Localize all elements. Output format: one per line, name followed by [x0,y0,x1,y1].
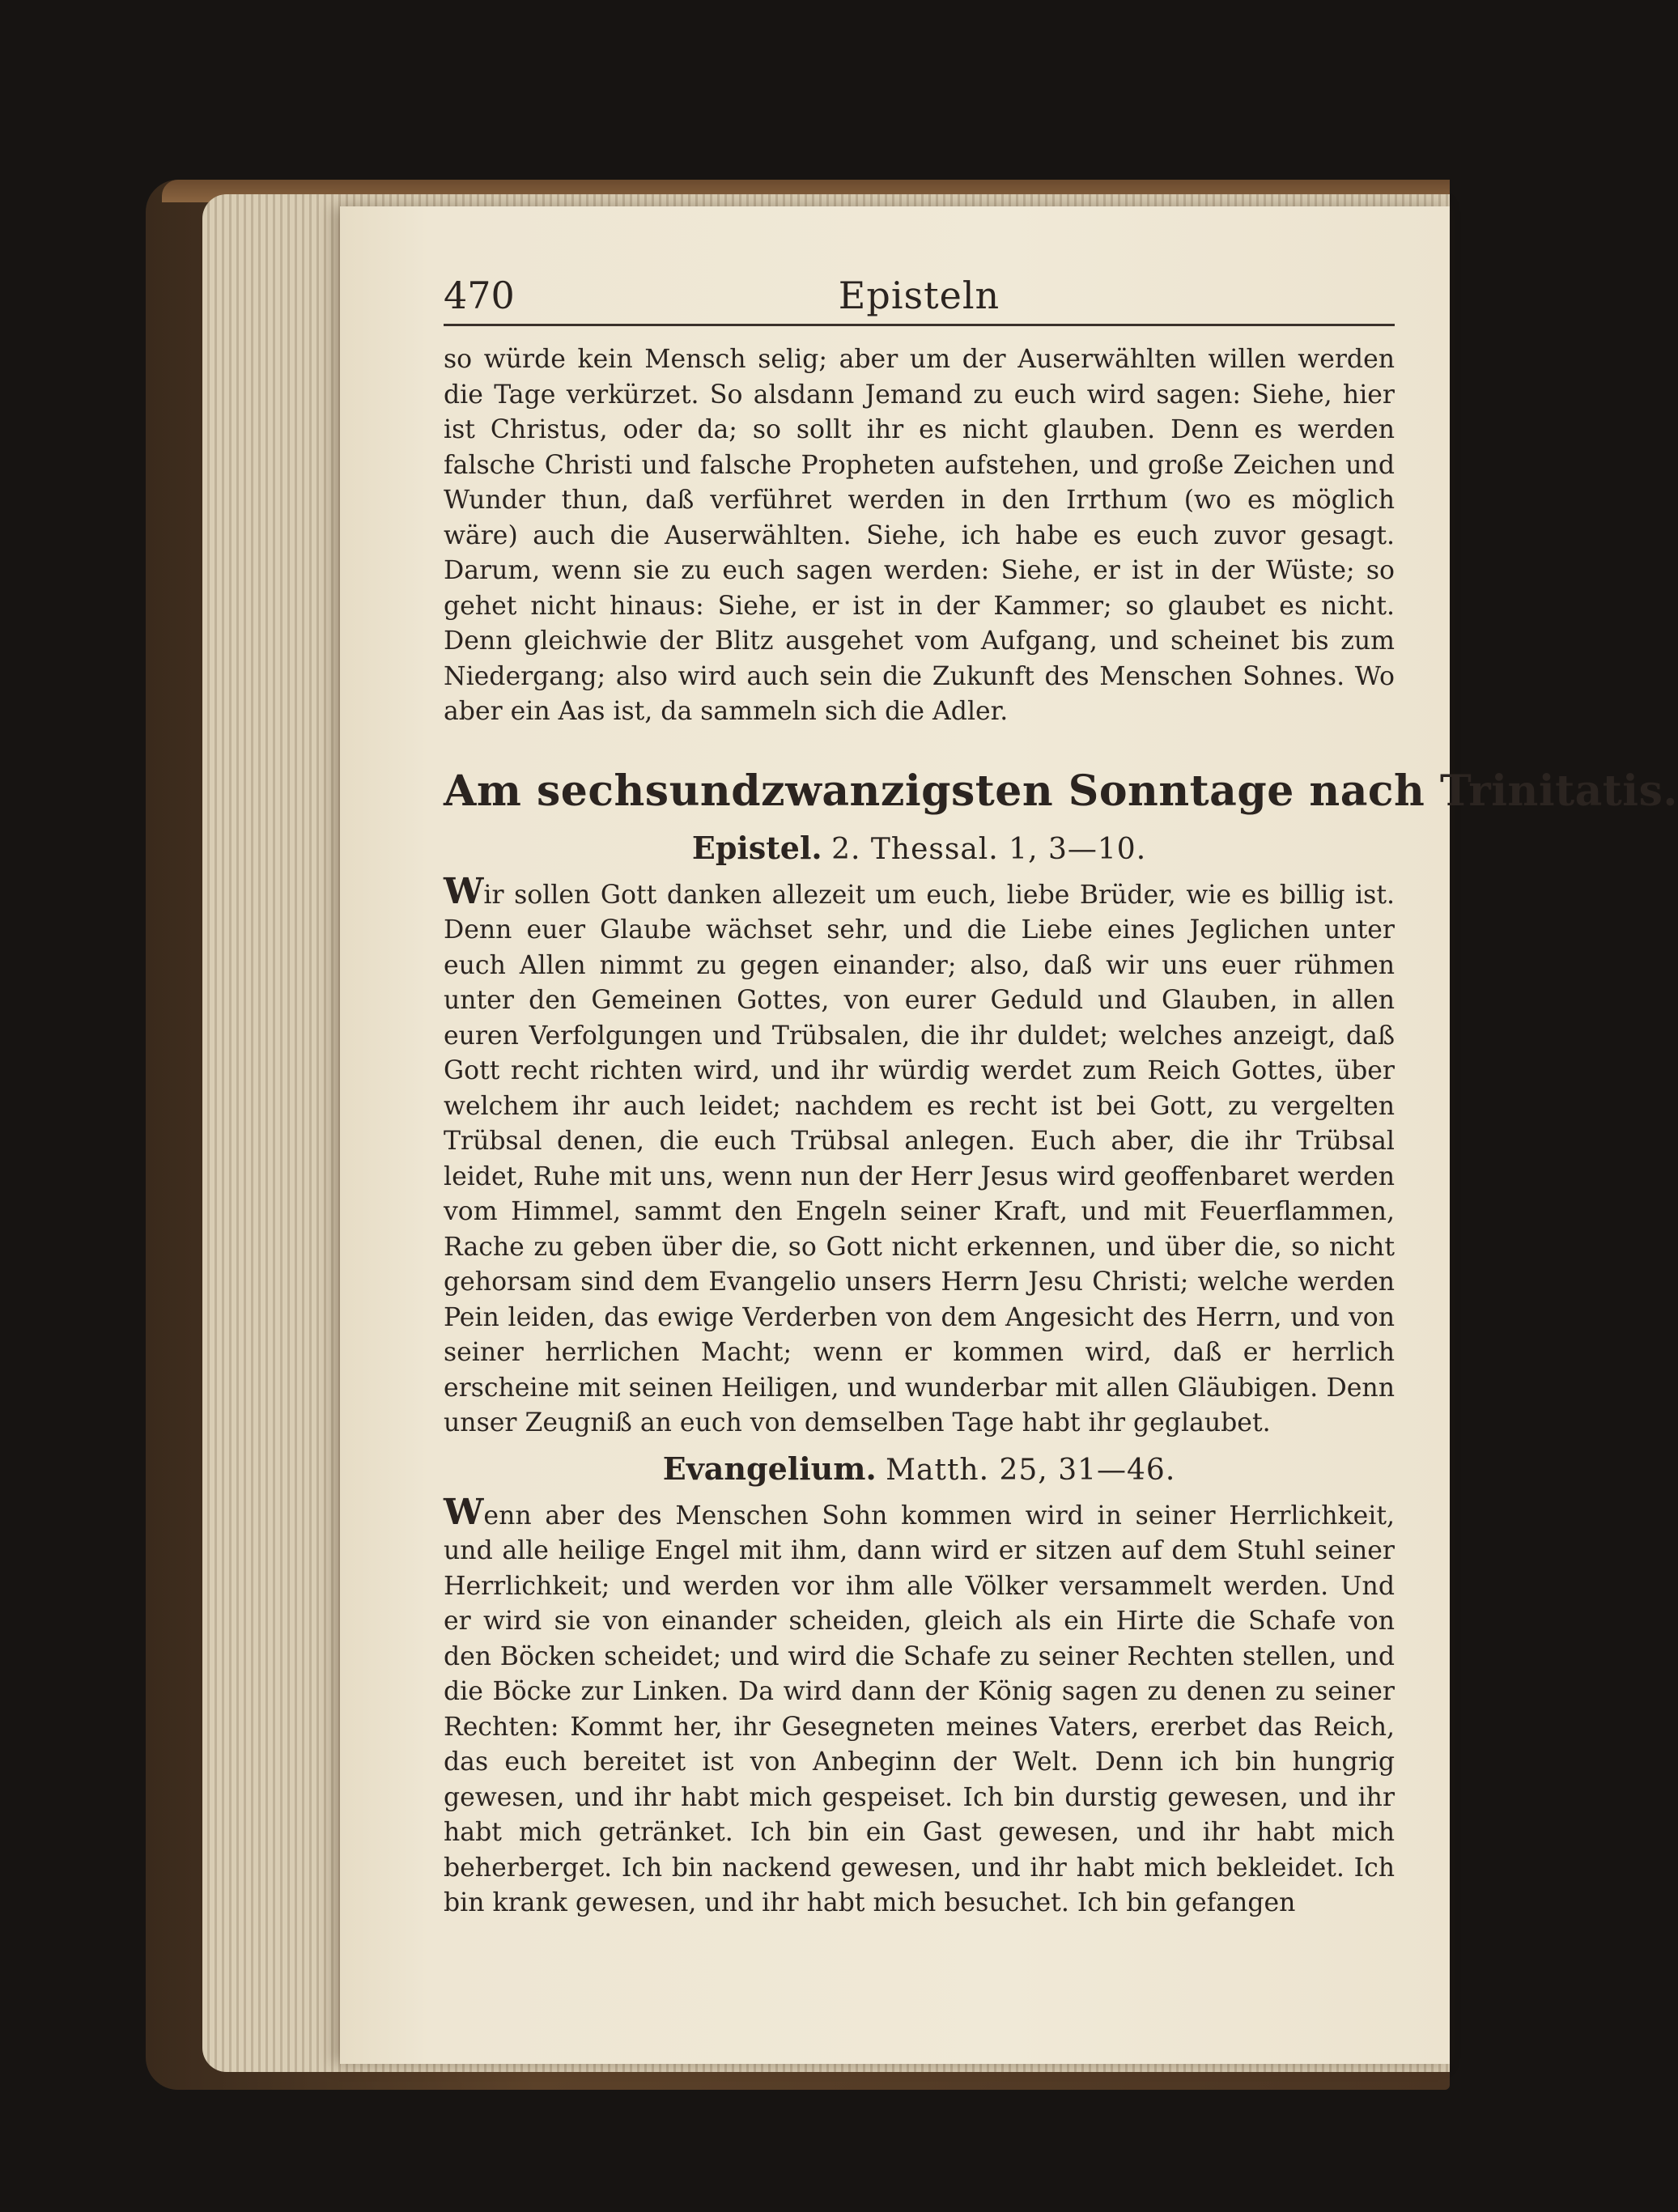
epistle-initial: W [444,870,484,912]
epistle-reference: 2. Thessal. 1, 3—10. [831,832,1147,866]
epistle-body: ir sollen Gott danken allezeit um euch, liebe Brüder, wie es billig ist. Denn euer Glaube wächset sehr, und die Liebe eines Jeglichen unter euch Allen nimmt zu gegen einander; also, daß wir uns euer rühmen unter den Gemeinen Gottes, von eurer Geduld und Glauben, in allen euren Verfolgungen und Trübsalen, die ihr duldet; welches anzeigt, daß Gott recht richten wird, und ihr würdig werdet zum Reich Gottes, über welchem ihr auch leidet; nachdem es recht ist bei Gott, zu vergelten Trübsal denen, die euch Trübsal anlegen. Euch aber, die ihr Trübsal leidet, Ruhe mit uns, wenn nun der Herr Jesus wird geoffenbaret werden vom Himmel, sammt den Engeln seiner Kraft, und mit Feuerflammen, Rache zu geben über die, so Gott nicht erkennen, und über die, so nicht gehorsam sind dem Evangelio unsers Herrn Jesu Christi; welche werden Pein leiden, das ewige Verderben von dem Angesicht des Herrn, und von seiner herrlichen Macht; wenn er kommen wird, daß er herrlich erscheine mit seinen Heiligen, und wunderbar mit allen Gläubigen. Denn unser Zeugniß an euch von demselben Tage habt ihr geglaubet. [444,880,1395,1437]
page-content [444,267,1678,1921]
page-header [444,267,1395,326]
epistle-heading [444,829,1395,869]
epistle-label: Epistel. [691,829,822,866]
gospel-label: Evangelium. [662,1450,877,1487]
page-number: 470 [444,274,515,317]
epistle-text [444,870,1395,1441]
section-heading: Am sechsundzwanzigsten Sonntage nach Trinitatis. [444,766,1678,816]
gospel-initial: W [444,1491,484,1533]
gospel-text [444,1491,1395,1921]
running-title: Episteln [838,274,1000,317]
continuation-paragraph: so würde kein Mensch selig; aber um der Auserwählten willen werden die Tage verkürzet. So alsdann Jemand zu euch wird sagen: Siehe, hier ist Christus, oder da; so sollt ihr es nicht glauben. Denn es werden falsche Christi und falsche Propheten aufstehen, und große Zeichen und Wunder thun, daß verführet werden in den Irrthum (wo es möglich wäre) auch die Auserwählten. Siehe, ich habe es euch zuvor gesagt. Darum, wenn sie zu euch sagen werden: Siehe, er ist in der Wüste; so gehet nicht hinaus: Siehe, er ist in der Kammer; so glaubet es nicht. Denn gleichwie der Blitz ausgehet vom Aufgang, und scheinet bis zum Niedergang; also wird auch sein die Zukunft des Menschen Sohnes. Wo aber ein Aas ist, da sammeln sich die Adler. [444,345,1395,726]
gospel-body: enn aber des Menschen Sohn kommen wird in seiner Herrlichkeit, und alle heilige Engel mit ihm, dann wird er sitzen auf dem Stuhl seiner Herrlichkeit; und werden vor ihm alle Völker versammelt werden. Und er wird sie von einander scheiden, gleich als ein Hirte die Schafe von den Böcken scheidet; und wird die Schafe zu seiner Rechten stellen, und die Böcke zur Linken. Da wird dann der König sagen zu denen zu seiner Rechten: Kommt her, ihr Gesegneten meines Vaters, ererbet das Reich, das euch bereitet ist von Anbeginn der Welt. Denn ich bin hungrig gewesen, und ihr habt mich gespeiset. Ich bin durstig gewesen, und ihr habt mich getränket. Ich bin ein Gast gewesen, und ihr habt mich beherberget. Ich bin nackend gewesen, und ihr habt mich bekleidet. Ich bin krank gewesen, und ihr habt mich besuchet. Ich bin gefangen [444,1501,1395,1917]
gospel-reference: Matth. 25, 31—46. [886,1453,1176,1487]
gospel-heading [444,1450,1395,1490]
